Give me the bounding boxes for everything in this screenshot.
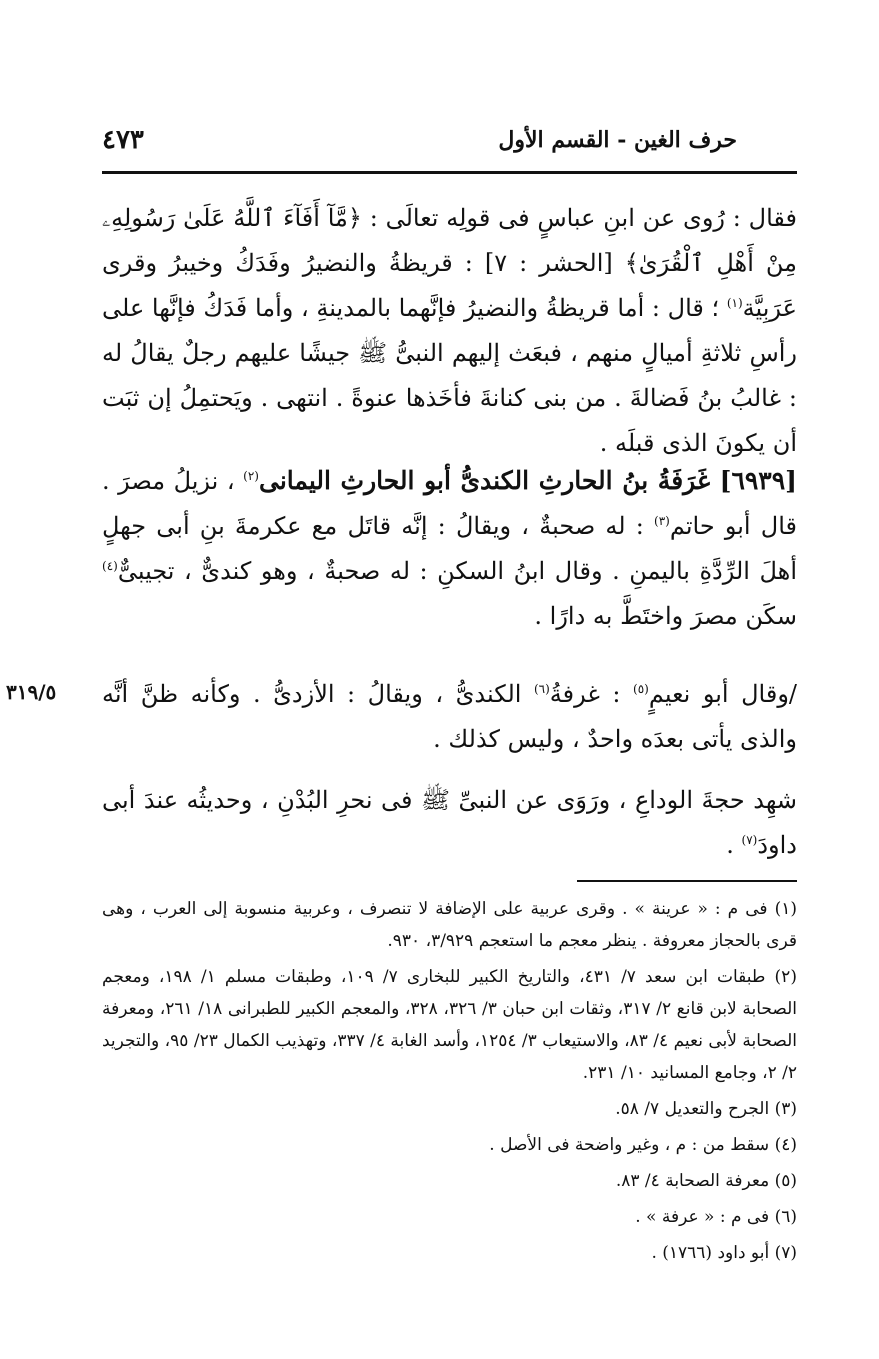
paragraph-4-a: شهِد حجةَ الوداعِ ، ورَوَى عن النبىِّ ﷺ فى نحرِ البُدْنِ ، وحديثُه عندَ أبى داودَ [102, 786, 797, 859]
footnote-separator [577, 880, 797, 882]
footnote-ref-5: (٥) [633, 682, 649, 696]
footnote-ref-2: (٢) [243, 469, 259, 483]
footnote-5: (٥) معرفة الصحابة ٤/ ٨٣. [615, 1171, 797, 1191]
footnote-6: (٦) فى م : « عرفة » . [635, 1207, 797, 1227]
paragraph-4 [102, 778, 797, 868]
paragraph-3-b: : غرفةُ [549, 680, 634, 708]
footnote-ref-1: (١) [726, 296, 743, 310]
entry-text-c: سكَن مصرَ واختَطَّ به دارًا . [534, 602, 797, 630]
entry-heading: [٦٩٣٩] غَرَفَةُ بنُ الحارثِ الكندىُّ أبو الحارثِ اليمانى [258, 466, 798, 495]
footnote-ref-4: (٤) [102, 559, 118, 573]
paragraph-3-c: الكندىُّ ، ويقالُ : الأزدىُّ . وكأنه ظنَّ أنَّه والذى يأتى بعدَه واحدٌ ، وليس كذلك . [102, 680, 797, 753]
entry-paragraph [102, 458, 797, 639]
paragraph-1-rest: ؛ قال : أما قريظةُ والنضيرُ فإنَّهما بالمدينةِ ، وأما فَدَكُ فإنَّها على رأسِ ثلاثةِ أميالٍ منهم ، فبعَث إليهم النبىُّ ﷺ جيشًا عليهم رجلٌ يقالُ له : غالبُ بنُ فَضالةَ . من بنى كنانةَ فأخَذها عنوةً . انتهى . ويَحتمِلُ إن ثبَت أن يكونَ الذى قبلَه . [102, 294, 797, 457]
footnote-2: (٢) طبقات ابن سعد ٧/ ٤٣١، والتاريخ الكبير للبخارى ٧/ ١٠٩، وطبقات مسلم ١/ ١٩٨، ومعجم الصحابة لابن قانع ٢/ ٣١٧، وثقات ابن حبان ٣/ ٣٢٦، ٣٢٨، والمعجم الكبير للطبرانى ١٨/ ٢٦١، ومعرفة الصحابة لأبى نعيم ٤/ ٨٣، والاستيعاب ٣/ ١٢٥٤، وأسد الغابة ٤/ ٣٣٧، وتهذيب الكمال ٢٣/ ٩٥، والتجريد ٢/ ٢، وجامع المسانيد ١٠/ ٢٣١. [102, 967, 798, 1083]
footnote-4: (٤) سقط من : م ، وغير واضحة فى الأصل . [489, 1135, 797, 1155]
paragraph-1 [102, 196, 797, 466]
footnote-7: (٧) أبو داود (١٧٦٦) . [651, 1243, 797, 1263]
footnote-3: (٣) الجرح والتعديل ٧/ ٥٨. [615, 1099, 797, 1119]
footnote-ref-6: (٦) [533, 682, 550, 696]
paragraph-3-a: /وقال أبو نعيمٍ [648, 680, 797, 708]
margin-reference: ٣١٩/٥ [6, 680, 57, 704]
entry-text-b: : له صحبةٌ ، ويقالُ : إنَّه قاتَل مع عكرمةَ بنِ أبى جهلٍ أهلَ الرِّدَّةِ باليمنِ . وقال ابنُ السكنِ : له صحبةٌ ، وهو كندىٌّ ، تجيبىٌّ [102, 512, 798, 585]
entry-text-a: ، نزيلُ مصرَ . قال أبو حاتم [102, 467, 797, 540]
paragraph-3 [102, 672, 797, 762]
paragraph-1-text: فقال : رُوى عن ابنِ عباسٍ فى قولِه تعالَى : ﴿مَّآ أَفَآءَ ٱللَّهُ عَلَىٰ رَسُولِهِۦ مِنْ أَهْلِ ٱلْقُرَىٰ﴾ [الحشر : ٧] : قريظةُ والنضيرُ وفَدَكُ وخيبرُ وقرى عَرَبِيَّة [102, 204, 797, 322]
footnote-ref-7: (٧) [741, 833, 758, 847]
header-rule [102, 171, 797, 174]
paragraph-4-b: . [726, 831, 742, 859]
page-number: ٤٧٣ [102, 125, 144, 155]
running-title: حرف الغين - القسم الأول [498, 127, 737, 153]
footnotes [102, 893, 797, 1273]
footnote-1: (١) فى م : « عرينة » . وقرى عربية على الإضافة لا تنصرف ، وعربية منسوبة إلى العرب ، وهى قرى بالحجاز معروفة . ينظر معجم ما استعجم ٣/٩٢٩، ٩٣٠. [102, 899, 797, 951]
page-header [102, 125, 797, 159]
footnote-ref-3: (٣) [654, 514, 670, 528]
